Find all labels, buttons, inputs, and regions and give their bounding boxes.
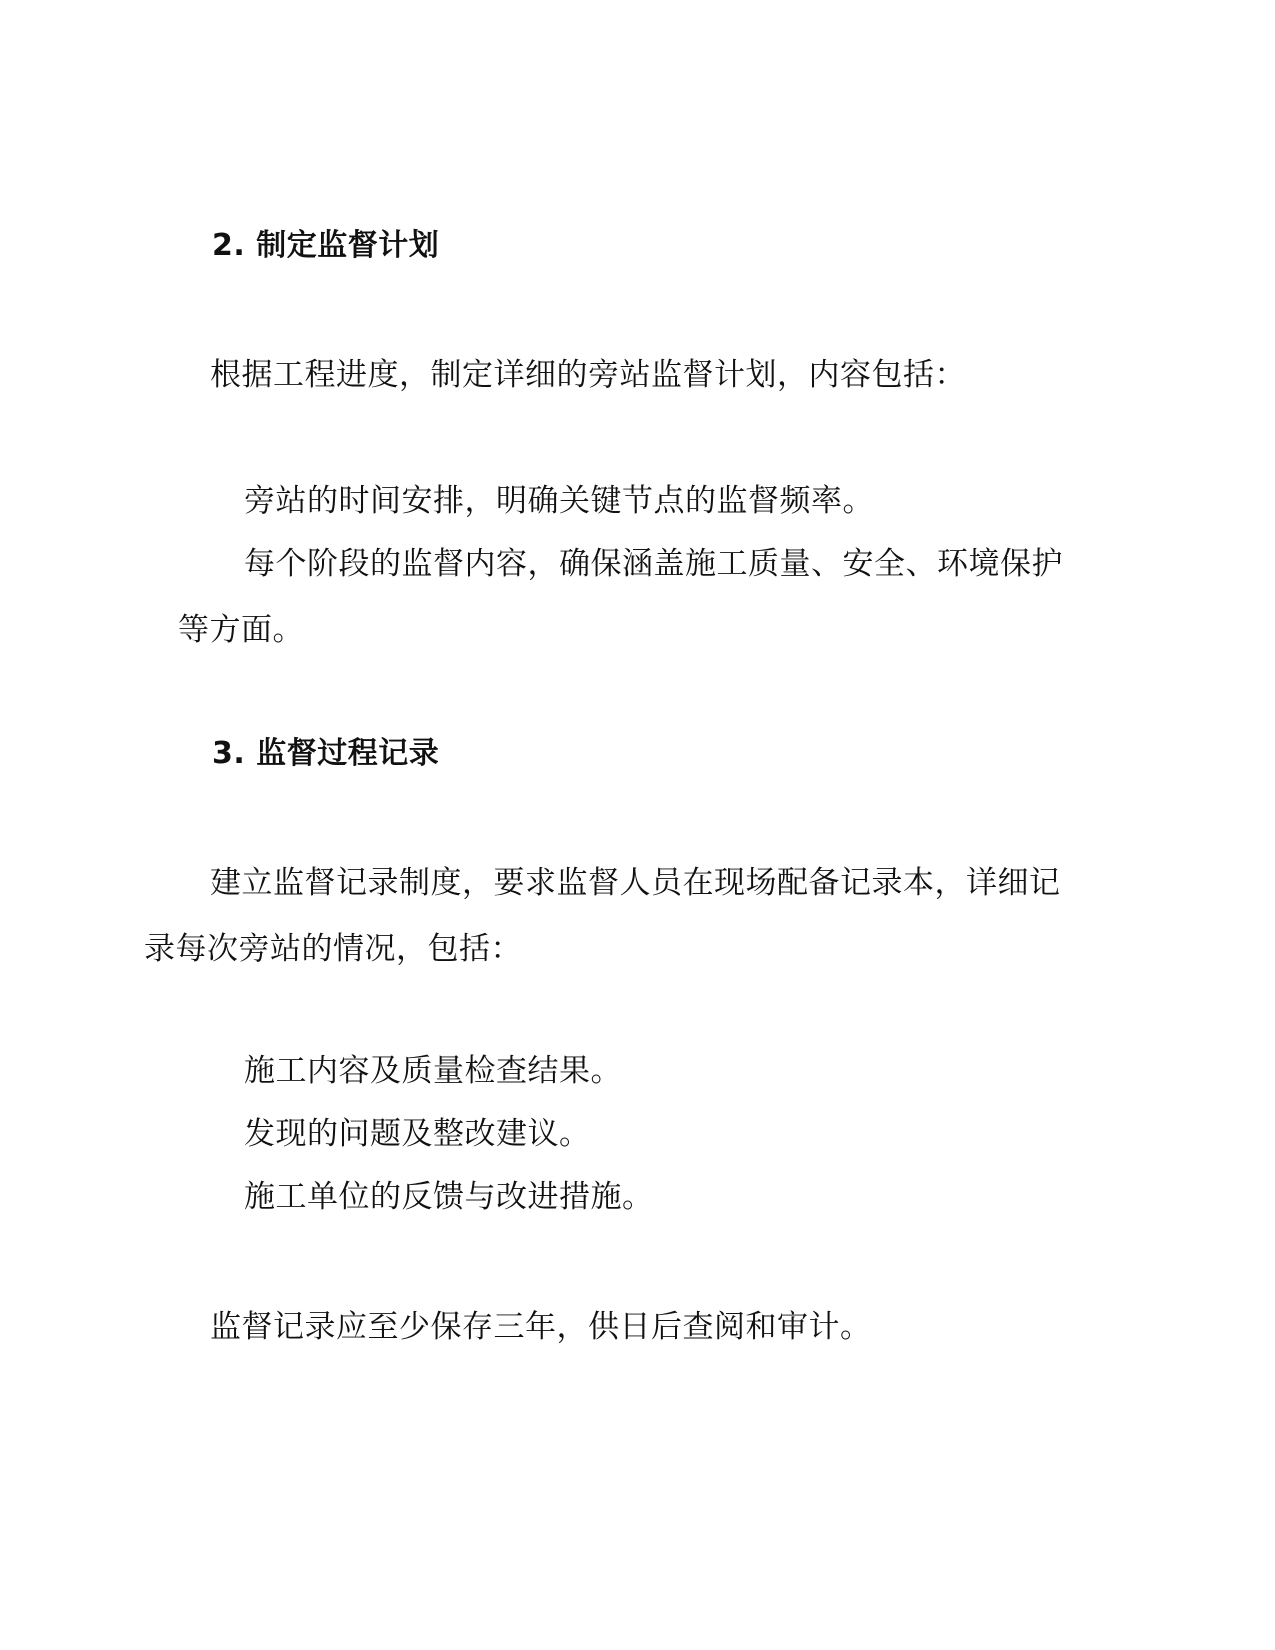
section-2-heading: 2. 制定监督计划 (212, 228, 440, 263)
section-2-item-2: 每个阶段的监督内容，确保涵盖施工质量、安全、环境保护等方面。 (178, 546, 1063, 648)
section-3-closing: 监督记录应至少保存三年，供日后查阅和审计。 (210, 1309, 872, 1345)
section-3-heading: 3. 监督过程记录 (212, 736, 440, 771)
section-2-item-1: 旁站的时间安排，明确关键节点的监督频率。 (244, 483, 874, 519)
section-3-item-2: 发现的问题及整改建议。 (244, 1116, 591, 1152)
section-3-item-3: 施工单位的反馈与改进措施。 (244, 1179, 654, 1215)
section-2-intro: 根据工程进度，制定详细的旁站监督计划，内容包括： (210, 357, 966, 393)
section-3-intro: 建立监督记录制度，要求监督人员在现场配备记录本，详细记录每次旁站的情况，包括： (144, 865, 1061, 967)
section-3-item-1: 施工内容及质量检查结果。 (244, 1053, 622, 1089)
